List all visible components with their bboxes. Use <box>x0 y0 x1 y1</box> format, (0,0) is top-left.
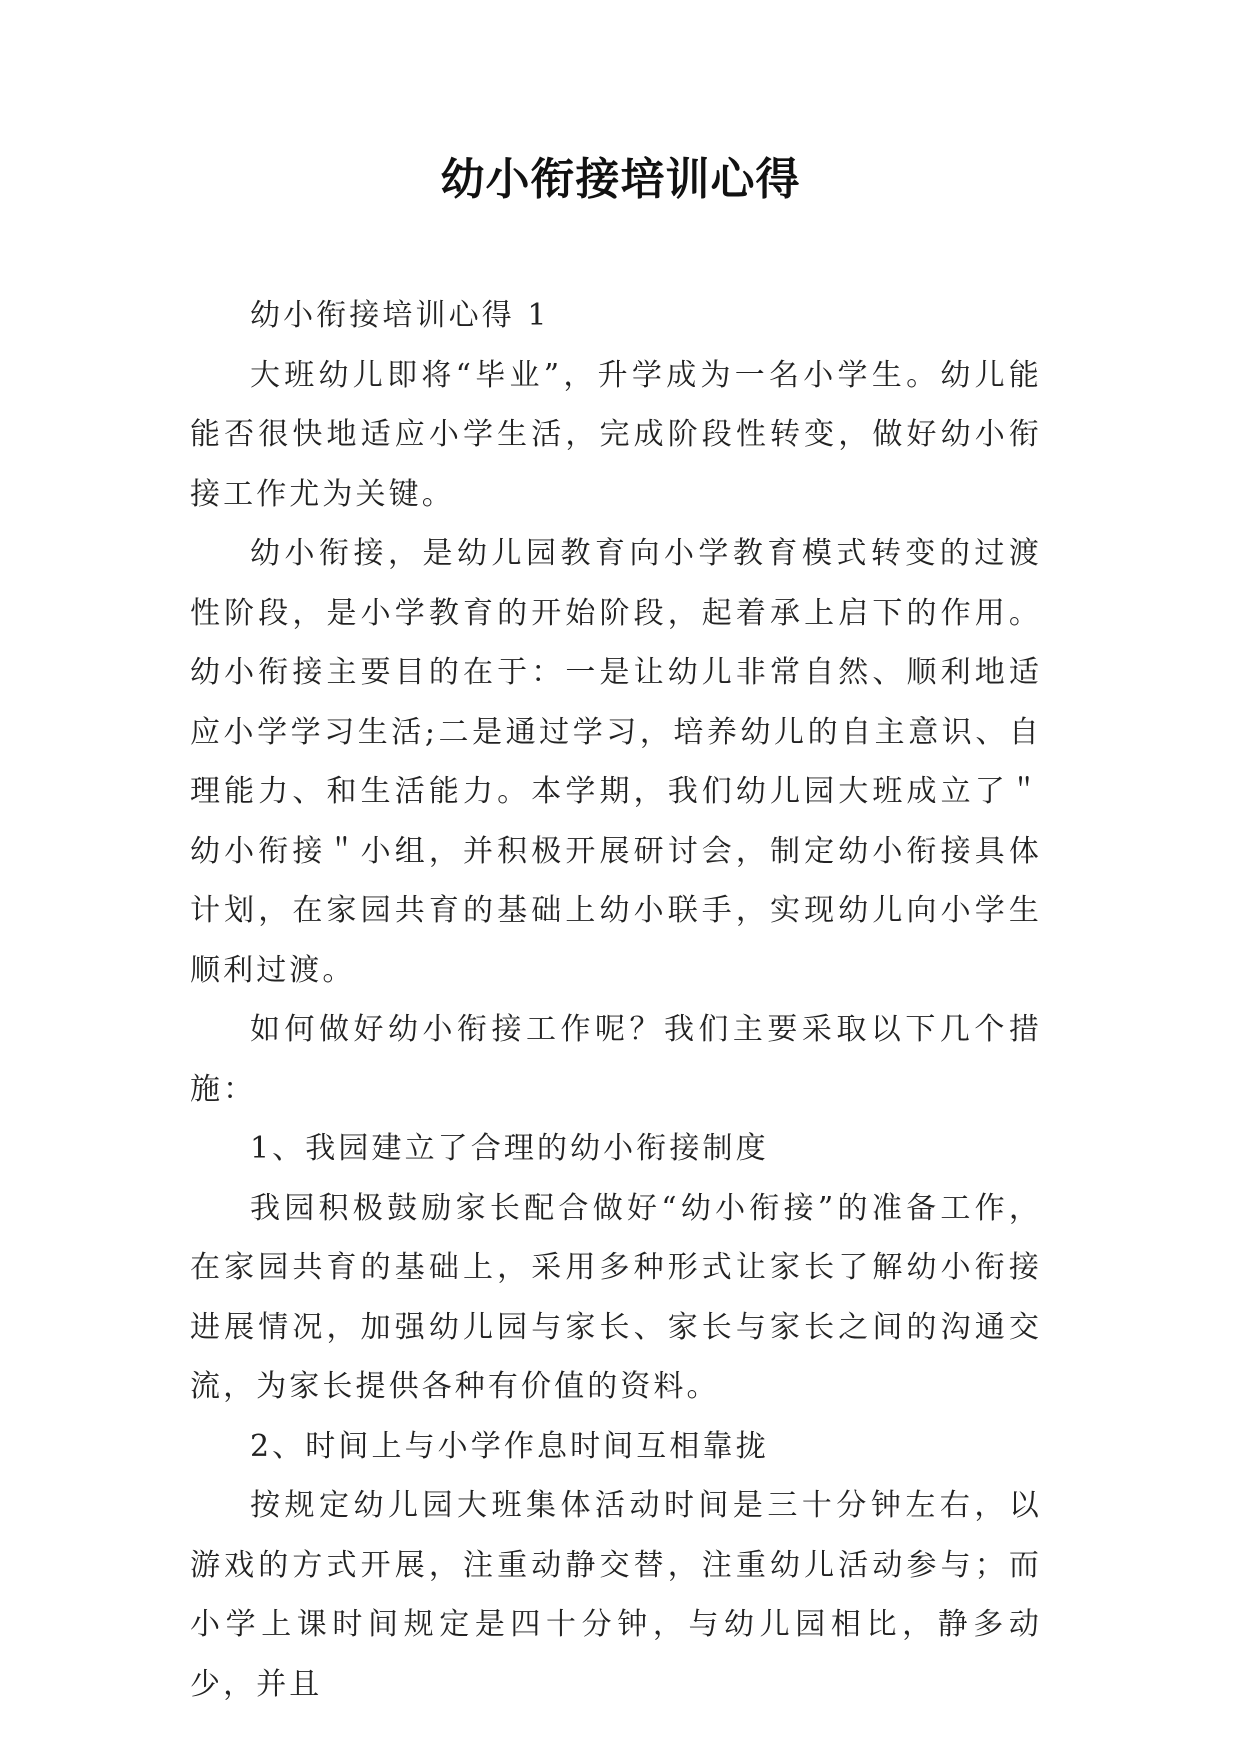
document-title: 幼小衔接培训心得 <box>440 154 801 205</box>
paragraph: 如何做好幼小衔接工作呢？我们主要采取以下几个措施： <box>190 1012 1042 1107</box>
section-heading-2: 2、时间上与小学作息时间互相靠拢 <box>250 1428 769 1464</box>
paragraph: 大班幼儿即将“毕业”，升学成为一名小学生。幼儿能能否很快地适应小学生活，完成阶段性转变，做好幼小衔接工作尤为关键。 <box>190 357 1042 512</box>
section-paragraph-2: 按规定幼儿园大班集体活动时间是三十分钟左右，以游戏的方式开展，注重动静交替，注重幼儿活动参与；而小学上课时间规定是四十分钟，与幼儿园相比，静多动少，并且 <box>190 1488 1042 1702</box>
section-heading-1: 1、我园建立了合理的幼小衔接制度 <box>250 1131 769 1166</box>
document-body <box>190 286 1042 1714</box>
section-paragraph-1: 我园积极鼓励家长配合做好“幼小衔接”的准备工作，在家园共育的基础上，采用多种形式让家长了解幼小衔接进展情况，加强幼儿园与家长、家长与家长之间的沟通交流，为家长提供各种有价值的资料。 <box>190 1190 1042 1404</box>
document-subtitle: 幼小衔接培训心得 1 <box>250 298 550 333</box>
paragraph: 幼小衔接，是幼儿园教育向小学教育模式转变的过渡性阶段，是小学教育的开始阶段，起着承上启下的作用。幼小衔接主要目的在于：一是让幼儿非常自然、顺利地适应小学学习生活;二是通过学习，培养幼儿的自主意识、自理能力、和生活能力。本学期，我们幼儿园大班成立了＂幼小衔接＂小组，并积极开展研讨会，制定幼小衔接具体计划，在家园共育的基础上幼小联手，实现幼儿向小学生顺利过渡。 <box>190 536 1042 988</box>
